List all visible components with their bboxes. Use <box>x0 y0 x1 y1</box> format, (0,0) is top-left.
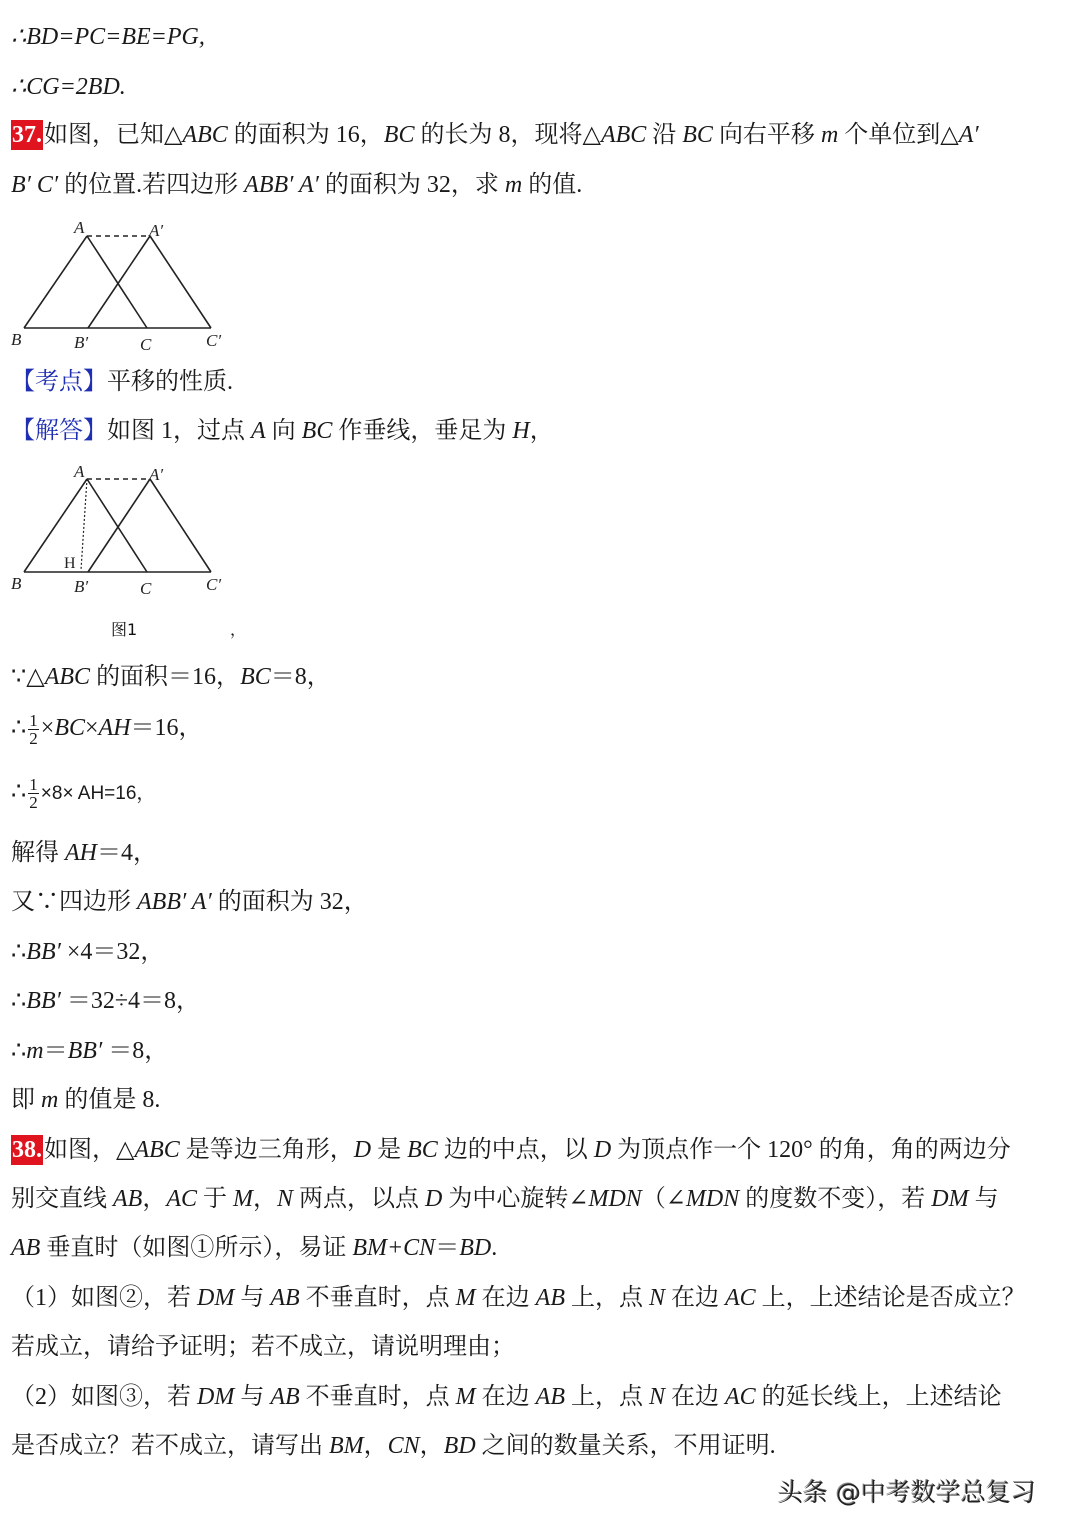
label-a: A <box>74 218 85 237</box>
step-6: ∴BB′ ×4＝32， <box>11 939 165 965</box>
step-1: ∵△ABC 的面积＝16，BC＝8， <box>11 664 331 690</box>
label-b-prime: B′ <box>74 577 89 596</box>
step-4: 解得 AH＝4， <box>11 840 157 866</box>
q38-part-2-line-1: （2）如图③，若 DM 与 AB 不垂直时，点 M 在边 AB 上，点 N 在边 AC 的延长线上，上述结论 <box>11 1384 1002 1410</box>
q38-statement-line-3: AB 垂直时（如图①所示），易证 BM+CN＝BD. <box>11 1235 498 1261</box>
kaodian-tag: 【考点】 <box>11 369 107 395</box>
prev-solution-line-1: ∴BD=PC=BE=PG, <box>11 24 205 50</box>
step-9: 即 m 的值是 8. <box>11 1087 161 1113</box>
figure-1-trailing-comma: ， <box>230 620 247 639</box>
q38-statement-line-1: 38.如图，△ABC 是等边三角形，D 是 BC 边的中点，以 D 为顶点作一个 120° 的角，角的两边分 <box>12 1137 1011 1163</box>
step-8: ∴m＝BB′ ＝8， <box>11 1038 169 1064</box>
q38-part-2-line-2: 是否成立？若不成立，请写出 BM，CN，BD 之间的数量关系，不用证明. <box>11 1433 776 1459</box>
label-a-prime: A′ <box>149 221 164 240</box>
jieda-line: 【解答】如图 1，过点 A 向 BC 作垂线，垂足为 H， <box>11 418 554 444</box>
q38-part-1-line-1: （1）如图②，若 DM 与 AB 不垂直时，点 M 在边 AB 上，点 N 在边 AC 上，上述结论是否成立？ <box>11 1285 1026 1311</box>
fraction-half: $\frac{1}{2}$ <box>29 711 38 748</box>
translation-triangle-figure <box>0 210 260 360</box>
step-2: ∴ $\frac{1}{2}$ ×BC×AH＝16， <box>11 711 203 748</box>
label-h: H <box>64 555 76 572</box>
figure-1-altitude <box>0 455 260 605</box>
step-5: 又∵四边形 ABB′ A′ 的面积为 32， <box>11 889 368 915</box>
question-number-badge: 37. <box>12 122 42 148</box>
q37-statement-line-1: 37.如图，已知△ABC 的面积为 16，BC 的长为 8，现将△ABC 沿 BC 向右平移 m 个单位到△A′ <box>12 122 979 148</box>
jieda-tag: 【解答】 <box>11 418 107 444</box>
fraction-half: $\frac{1}{2}$ <box>29 775 38 812</box>
question-number-badge: 38. <box>12 1137 42 1163</box>
label-b: B <box>11 574 22 593</box>
label-a-prime: A′ <box>149 465 164 484</box>
step-7: ∴BB′ ＝32÷4＝8， <box>11 988 201 1014</box>
label-b-prime: B′ <box>74 333 89 352</box>
label-b: B <box>11 330 22 349</box>
figure-1-caption: 图1 <box>111 620 138 639</box>
step-3: ∴ $\frac{1}{2}$ ×8× AH=16， <box>11 775 156 812</box>
watermark: 头条 @中考数学总复习 <box>778 1478 1036 1507</box>
label-c-prime: C′ <box>206 575 222 594</box>
q37-statement-line-2: B′ C′ 的位置.若四边形 ABB′ A′ 的面积为 32，求 m 的值. <box>11 172 583 198</box>
label-c-prime: C′ <box>206 331 222 350</box>
label-c: C <box>140 335 152 354</box>
kaodian-line: 【考点】平移的性质. <box>11 369 233 395</box>
q38-part-1-line-2: 若成立，请给予证明；若不成立，请说明理由； <box>11 1334 515 1360</box>
label-c: C <box>140 579 152 598</box>
q38-statement-line-2: 别交直线 AB，AC 于 M，N 两点，以点 D 为中心旋转∠MDN（∠MDN 的度数不变），若 DM 与 <box>11 1186 999 1212</box>
label-a: A <box>74 462 85 481</box>
prev-solution-line-2: ∴CG=2BD. <box>11 74 126 100</box>
